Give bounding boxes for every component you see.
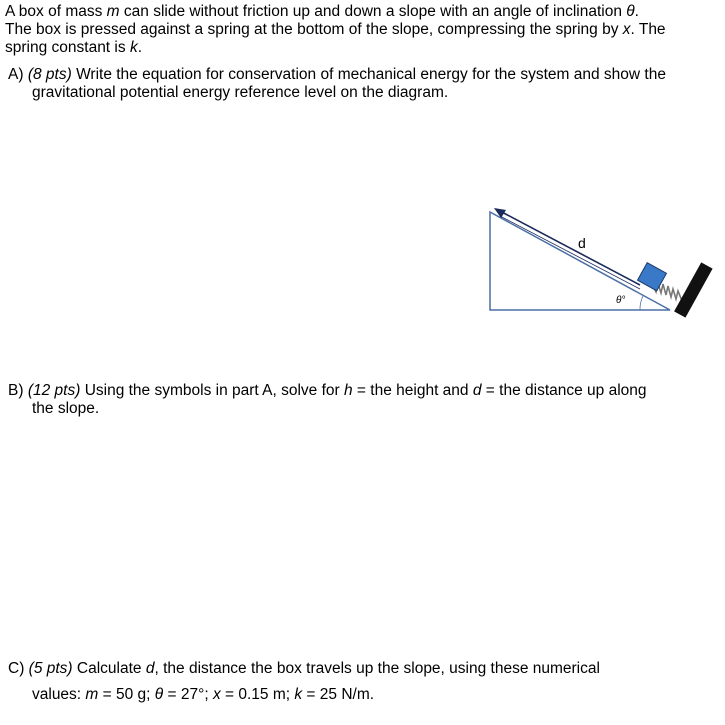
distance-arrow [498, 210, 640, 285]
question-text: = the distance up along [481, 382, 647, 399]
intro-line-1 [5, 3, 717, 21]
question-text-cont: gravitational potential energy reference level on the diagram. [32, 84, 449, 101]
var-x: x [212, 686, 221, 703]
var-theta: θ [626, 3, 635, 20]
question-text: = the height and [352, 382, 473, 399]
numerical-values [8, 682, 708, 708]
value-theta: = 27°; [163, 686, 213, 703]
question-b [8, 382, 708, 418]
question-label: A) [8, 66, 24, 83]
intro-text: The box is pressed against a spring at the bottom of the slope, compressing the spring by [5, 21, 623, 38]
var-x: x [622, 21, 631, 38]
question-text-cont: the slope. [32, 400, 100, 417]
question-c [8, 656, 708, 708]
slope-surface-line [500, 216, 640, 289]
intro-text: . The [630, 21, 666, 38]
angle-arc [640, 296, 643, 310]
intro-text: can slide without friction up and down a slope with an angle of inclination [119, 3, 627, 20]
slope-triangle [490, 212, 670, 310]
intro-line-3 [5, 39, 717, 57]
var-k: k [129, 39, 138, 56]
intro-text: spring constant is [5, 39, 130, 56]
angle-label: θ° [616, 295, 626, 306]
question-label: B) [8, 382, 24, 399]
value-m: = 50 g; [98, 686, 155, 703]
slope-label-d: d [578, 235, 586, 251]
intro-text: . [634, 3, 639, 20]
intro-line-2 [5, 21, 717, 39]
value-x: = 0.15 m; [220, 686, 295, 703]
value-k: = 25 N/m. [302, 686, 375, 703]
question-label: C) [8, 660, 25, 677]
intro-text: . [137, 39, 142, 56]
values-prefix: values: [32, 686, 86, 703]
intro-text: A box of mass [5, 3, 107, 20]
question-a [8, 66, 708, 102]
question-text: Write the equation for conservation of mechanical energy for the system and show the [76, 66, 666, 83]
var-theta: θ [154, 686, 164, 703]
wall [674, 262, 713, 317]
question-text: Using the symbols in part A, solve for [84, 382, 344, 399]
var-m: m [85, 686, 99, 703]
points-label: (8 pts) [27, 66, 72, 83]
var-k: k [294, 686, 303, 703]
var-d: d [472, 382, 482, 399]
slope-diagram [480, 200, 715, 325]
problem-intro [5, 3, 717, 57]
question-text: , the distance the box travels up the slope, using these numerical [154, 660, 600, 677]
points-label: (12 pts) [27, 382, 81, 399]
var-d: d [145, 660, 155, 677]
question-text: Calculate [76, 660, 146, 677]
var-m: m [106, 3, 120, 20]
points-label: (5 pts) [28, 660, 73, 677]
var-h: h [344, 382, 353, 399]
